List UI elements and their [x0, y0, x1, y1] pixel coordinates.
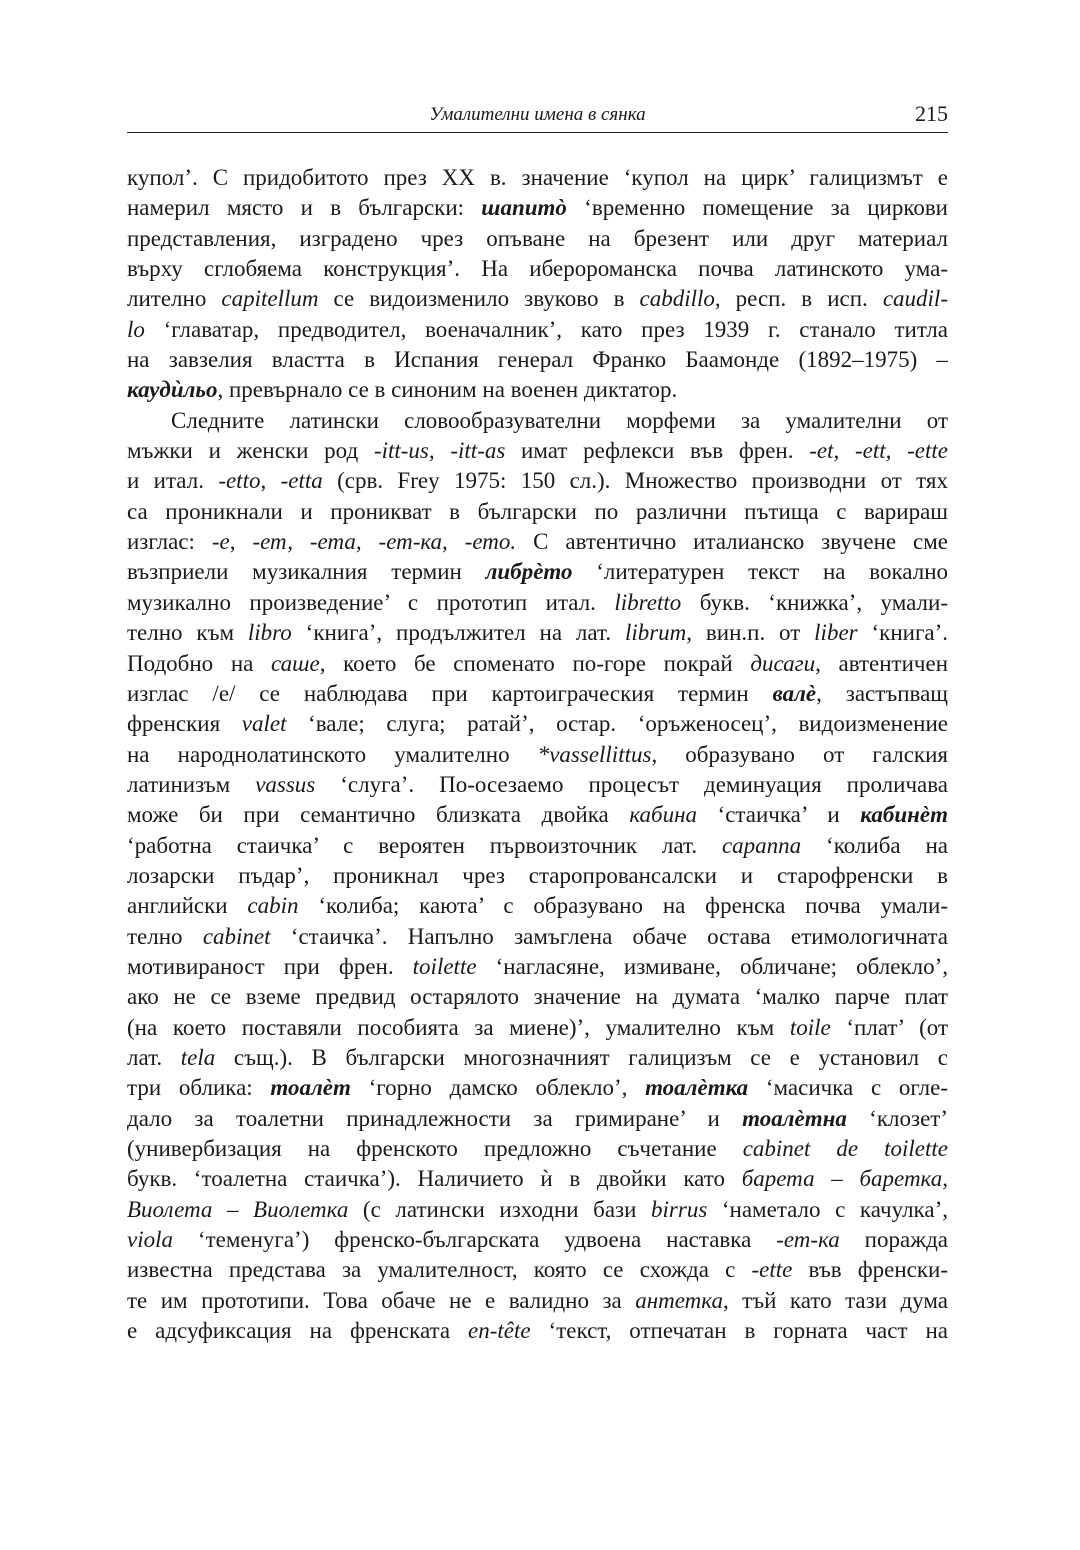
text-line — [127, 649, 948, 679]
italic-term: -etto, -etta — [218, 468, 323, 494]
body-text — [127, 163, 948, 1346]
italic-term: toilette — [412, 953, 477, 979]
text-segment: телно към — [127, 620, 248, 646]
italic-term: cabinet — [202, 923, 271, 949]
italic-term: toile — [789, 1014, 831, 1040]
running-title: Умалителни имена в сянка — [429, 104, 646, 125]
text-segment: дало за тоалетни принадлежности за гримиране’ и — [127, 1105, 743, 1131]
text-segment: се видоизменило звуково в — [318, 286, 640, 312]
text-segment: ако не се вземе предвид остарялото значение на думата ‘малко парче плат — [127, 984, 948, 1010]
text-segment: , вин.п. от — [686, 620, 815, 646]
text-segment: букв. ‘книжка’, умали- — [681, 589, 948, 615]
italic-term: cabinet de toilette — [742, 1136, 948, 1161]
text-segment: лозарски пъдар’, проникнал чрез старопровансалски и старофренски в — [127, 862, 948, 888]
text-line — [127, 1073, 948, 1103]
text-segment: (срв. Frey 1975: 150 сл.). Множество производни от тях — [322, 468, 948, 494]
italic-term: *vassellittus — [537, 741, 652, 767]
headword-term: либрèто — [485, 559, 573, 585]
headword-term: валè — [772, 680, 817, 706]
text-segment: , — [229, 529, 253, 555]
text-segment: ‘главатар, предводител, военачалник’, като през 1939 г. станало титла — [144, 316, 948, 342]
text-segment: ‘временно помещение за циркови — [566, 195, 948, 221]
italic-term: viola — [127, 1227, 173, 1253]
text-segment: ‘нагласяне, измиване, обличане; облекло’, — [476, 953, 948, 979]
italic-term: libretto — [614, 589, 682, 615]
text-segment: (универбизация на френското предложно съчетание — [127, 1136, 743, 1161]
italic-term: кабина — [629, 802, 697, 828]
text-segment: известна представа за умалителност, която се схожда с — [127, 1257, 752, 1283]
text-segment: ‘стаичка’. Напълно замъглена обаче остава етимологичната — [270, 923, 948, 949]
text-line — [127, 315, 948, 345]
text-segment: , автентичен — [815, 650, 948, 676]
text-segment: Следните латински словообразувателни морфеми за умалителни от — [171, 407, 948, 433]
text-line — [127, 1134, 948, 1164]
text-segment: купол’. С придобитото през XX в. значение ‘купол на цирк’ галицизмът е — [127, 165, 948, 190]
italic-term: барета – баретка, — [741, 1166, 948, 1192]
text-line — [127, 224, 948, 254]
italic-term: -itt-us, -itt-as — [373, 438, 506, 464]
text-line — [127, 861, 948, 891]
text-segment: Подобно на — [127, 650, 272, 676]
text-segment: ‘стаичка’ и — [697, 802, 861, 828]
text-segment: (с латински изходни бази — [348, 1196, 652, 1222]
text-line — [127, 922, 948, 952]
text-segment: изглас: — [127, 529, 212, 555]
text-line — [127, 1316, 948, 1346]
text-segment: възприели музикалния термин — [127, 559, 486, 585]
text-segment: същ.). В български многозначният галицизъм се е установил с — [215, 1044, 948, 1070]
italic-term: -ет, -ета, -ет-ка, -ето. — [252, 529, 517, 555]
text-segment: С автентично италианско звучене сме — [516, 529, 948, 555]
text-segment: музикално произведение’ с прототип итал. — [127, 589, 615, 615]
text-segment: мотивираност при френ. — [127, 953, 413, 979]
italic-term: valet — [241, 711, 287, 737]
text-line — [127, 770, 948, 800]
text-segment: , респ. в исп. — [714, 286, 883, 312]
italic-term: дисаги — [750, 650, 816, 676]
text-line — [127, 1255, 948, 1285]
italic-term: cabin — [247, 893, 299, 919]
italic-term: -ет-ка — [776, 1227, 840, 1253]
text-line — [127, 618, 948, 648]
text-segment: поражда — [839, 1227, 948, 1253]
text-segment: ‘теменуга’) френско-българската удвоена наставка — [173, 1227, 777, 1253]
text-line — [127, 466, 948, 496]
page-number: 215 — [915, 101, 948, 126]
text-segment: ‘плат’ (от — [830, 1014, 948, 1040]
italic-term: -et, -ett, -ette — [809, 438, 948, 464]
text-segment: може би при семантично близката двойка — [127, 802, 630, 828]
text-segment: , което бе споменато по-горе покрай — [319, 650, 751, 676]
text-segment: ‘работна стаичка’ с вероятен първоизточник лат. — [127, 832, 722, 858]
text-line — [127, 1013, 948, 1043]
text-line — [127, 709, 948, 739]
text-line — [127, 982, 948, 1012]
headword-term: тоалèт — [270, 1075, 351, 1101]
text-segment: латинизъм — [127, 771, 256, 797]
text-segment: е адсуфиксация на френската — [127, 1318, 469, 1344]
text-segment: ‘масичка с огле- — [748, 1075, 948, 1101]
italic-term: lo — [127, 316, 145, 342]
text-segment: три облика: — [127, 1075, 271, 1101]
italic-term: en-tête — [468, 1318, 531, 1344]
text-line — [127, 831, 948, 861]
text-segment: представления, изградено чрез опъване на брезент или друг материал — [127, 225, 948, 251]
text-line — [127, 1225, 948, 1255]
text-segment: ‘колиба на — [801, 832, 948, 858]
italic-term: cabdillo — [639, 286, 715, 312]
text-line — [127, 527, 948, 557]
text-segment: телно — [127, 923, 203, 949]
text-segment: (на което поставяли пособията за миене)’, умалително към — [127, 1014, 790, 1040]
italic-term: антетка — [635, 1287, 723, 1313]
text-segment: ‘книга’, продължител на лат. — [291, 620, 625, 646]
italic-term: birrus — [651, 1196, 708, 1222]
text-line — [127, 891, 948, 921]
italic-term: caudil- — [882, 286, 948, 312]
text-segment: лително — [127, 286, 222, 312]
text-segment: ‘текст, отпечатан в горната част на — [530, 1318, 948, 1344]
text-line — [127, 345, 948, 375]
text-segment: имат рефлекси във френ. — [505, 438, 810, 464]
text-segment: букв. ‘тоалетна стаичка’). Наличието ѝ в двойки като — [127, 1166, 742, 1192]
italic-term: Виолета – Виолетка — [127, 1196, 349, 1222]
text-segment: английски — [127, 893, 248, 919]
text-segment: ‘слуга’. По-осезаемо процесът деминуация проличава — [315, 771, 948, 797]
text-line — [127, 679, 948, 709]
italic-term: -е — [211, 529, 230, 555]
text-line — [127, 952, 948, 982]
text-line — [127, 406, 948, 436]
text-segment: мъжки и женски род — [127, 438, 374, 464]
text-line — [127, 1164, 948, 1194]
text-segment: френския — [127, 711, 242, 737]
italic-term: саше — [271, 650, 320, 676]
text-line — [127, 1104, 948, 1134]
text-line — [127, 1195, 948, 1225]
text-segment: намерил място и в български: — [127, 195, 482, 221]
text-line — [127, 254, 948, 284]
text-line — [127, 163, 948, 193]
text-segment: ‘литературен текст на вокално — [572, 559, 948, 585]
text-line — [127, 284, 948, 314]
text-line — [127, 497, 948, 527]
text-line — [127, 436, 948, 466]
text-line — [127, 1286, 948, 1316]
text-segment: във френски- — [792, 1257, 948, 1283]
headword-term: кабинèт — [860, 802, 948, 828]
italic-term: libro — [247, 620, 292, 646]
text-line — [127, 740, 948, 770]
text-segment: са проникнали и проникват в български по различни пътища с варираш — [127, 498, 948, 524]
italic-term: tela — [180, 1044, 216, 1070]
text-segment: ‘наметало с качулка’, — [707, 1196, 948, 1222]
text-segment: , превърнало се в синоним на военен диктатор. — [217, 377, 678, 403]
text-segment: върху сглобяема конструкция’. На иберороманска почва латинското ума- — [127, 256, 948, 282]
text-segment: , застъпващ — [816, 680, 948, 706]
text-segment: и итал. — [127, 468, 219, 494]
text-segment: ‘колиба; каюта’ с образувано на френска почва умали- — [298, 893, 948, 919]
text-segment: ‘книга’. — [857, 620, 948, 646]
headword-term: каудѝльо — [127, 377, 218, 403]
headword-term: тоалèтна — [742, 1105, 847, 1131]
text-segment: лат. — [127, 1044, 181, 1070]
italic-term: -ette — [751, 1257, 793, 1283]
italic-term: librum — [624, 620, 687, 646]
italic-term: liber — [814, 620, 858, 646]
headword-term: тоалèтка — [645, 1075, 749, 1101]
text-line — [127, 375, 948, 405]
headword-term: шапитò — [481, 195, 567, 221]
text-segment: те им прототипи. Това обаче не е валидно за — [127, 1287, 636, 1313]
text-line — [127, 588, 948, 618]
text-segment: на народнолатинското умалително — [127, 741, 538, 767]
italic-term: capanna — [721, 832, 802, 858]
text-line — [127, 193, 948, 223]
text-segment: на завзелия властта в Испания генерал Франко Баамонде (1892–1975) – — [127, 347, 948, 373]
italic-term: vassus — [255, 771, 316, 797]
text-segment: , тъй като тази дума — [722, 1287, 948, 1313]
running-header — [127, 98, 948, 133]
text-segment: ‘горно дамско облекло’, — [350, 1075, 646, 1101]
text-line — [127, 557, 948, 587]
text-segment: изглас /е/ се наблюдава при картоиграческия термин — [127, 680, 773, 706]
text-line — [127, 1043, 948, 1073]
text-segment: ‘вале; слуга; ратай’, остар. ‘оръженосец’, видоизменение — [286, 711, 948, 737]
text-segment: , образувано от галския — [651, 741, 948, 767]
text-segment: ‘клозет’ — [846, 1105, 948, 1131]
italic-term: capitellum — [221, 286, 319, 312]
text-line — [127, 800, 948, 830]
